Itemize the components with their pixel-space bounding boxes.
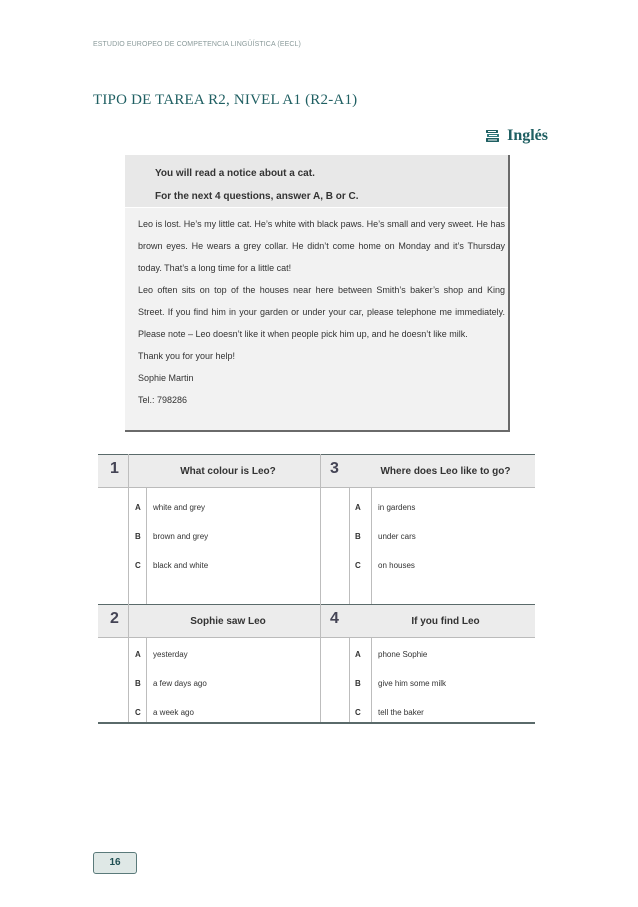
question-number: 1 xyxy=(110,460,119,477)
option-text: a week ago xyxy=(153,708,194,717)
option-letter: C xyxy=(355,708,361,717)
answer-option[interactable] xyxy=(320,641,535,670)
question-header-row xyxy=(98,604,535,638)
notice-box xyxy=(125,155,510,432)
option-text: black and white xyxy=(153,561,209,570)
instruction-line-2: For the next 4 questions, answer A, B or C. xyxy=(155,191,359,202)
option-letter: B xyxy=(355,532,361,541)
notice-text xyxy=(138,213,505,411)
question-block-top xyxy=(98,454,535,604)
question-block-bottom xyxy=(98,604,535,726)
notice-divider xyxy=(125,207,508,208)
question-header-row xyxy=(98,454,535,488)
instruction-line-1: You will read a notice about a cat. xyxy=(155,168,315,179)
option-letter: C xyxy=(135,561,141,570)
answer-option[interactable] xyxy=(98,494,320,523)
option-letter: B xyxy=(135,679,141,688)
answer-option[interactable] xyxy=(320,552,535,581)
question-text: Sophie saw Leo xyxy=(190,616,266,627)
document-header: ESTUDIO EUROPEO DE COMPETENCIA LINGÜÍSTICA (EECL) xyxy=(93,41,301,48)
notice-paragraph-2: Leo often sits on top of the houses near here between Smith’s baker’s shop and King Street. If you find him in your garden or under your car, please telephone me immediately. Please note – Leo doesn’t like it when people pick him up, and he doesn’t like milk. xyxy=(138,285,505,339)
option-letter: A xyxy=(355,503,361,512)
option-letter: A xyxy=(135,503,141,512)
question-text: Where does Leo like to go? xyxy=(380,466,511,477)
option-text: give him some milk xyxy=(378,679,447,688)
option-letter: B xyxy=(135,532,141,541)
question-number: 2 xyxy=(110,610,119,627)
question-text: If you find Leo xyxy=(411,616,480,627)
language-badge xyxy=(485,127,548,145)
language-label: Inglés xyxy=(507,127,548,144)
option-letter: C xyxy=(355,561,361,570)
answer-option[interactable] xyxy=(98,552,320,581)
option-text: on houses xyxy=(378,561,415,570)
books-icon xyxy=(485,128,501,144)
question-text: What colour is Leo? xyxy=(180,466,276,477)
answer-option[interactable] xyxy=(320,494,535,523)
table-bottom-rule xyxy=(98,722,535,724)
notice-signature: Sophie Martin xyxy=(138,373,194,383)
notice-paragraph-1: Leo is lost. He’s my little cat. He’s white with black paws. He’s small and very sweet. He has brown eyes. He wears a grey collar. He didn’t come home on Monday and it’s Thursday today. That’s a long time for a little cat! xyxy=(138,219,505,273)
notice-thanks: Thank you for your help! xyxy=(138,351,236,361)
option-text: a few days ago xyxy=(153,679,207,688)
option-letter: A xyxy=(135,650,141,659)
question-number: 3 xyxy=(330,460,339,477)
task-title: TIPO DE TAREA R2, NIVEL A1 (R2-A1) xyxy=(93,92,358,108)
option-letter: B xyxy=(355,679,361,688)
answer-option[interactable] xyxy=(320,523,535,552)
option-text: under cars xyxy=(378,532,416,541)
option-text: phone Sophie xyxy=(378,650,428,659)
instructions-area xyxy=(125,155,508,207)
option-letter: C xyxy=(135,708,141,717)
option-text: tell the baker xyxy=(378,708,424,717)
notice-phone: Tel.: 798286 xyxy=(138,395,188,405)
option-text: yesterday xyxy=(153,650,188,659)
question-number: 4 xyxy=(330,610,339,627)
answer-option[interactable] xyxy=(98,670,320,699)
answer-option[interactable] xyxy=(98,523,320,552)
answer-option[interactable] xyxy=(98,641,320,670)
option-text: brown and grey xyxy=(153,532,209,541)
option-text: white and grey xyxy=(153,503,206,512)
answer-option[interactable] xyxy=(320,670,535,699)
page-number: 16 xyxy=(93,852,137,874)
option-letter: A xyxy=(355,650,361,659)
option-text: in gardens xyxy=(378,503,416,512)
